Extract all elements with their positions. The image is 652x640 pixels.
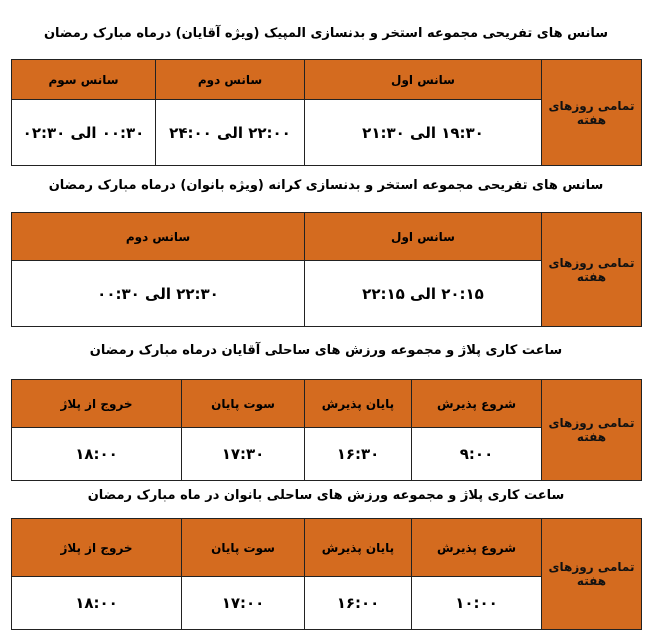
days-label-cell: تمامی روزهای هفته — [542, 380, 642, 481]
header-session-1: سانس اول — [305, 213, 542, 261]
section-title-beach-men: ساعت کاری پلاژ و مجموعه ورزش های ساحلی آقایان درماه مبارک رمضان — [89, 343, 563, 358]
schedule-table-olympic — [11, 59, 642, 166]
schedule-table-beach-men — [11, 379, 642, 481]
section-title-beach-women: ساعت کاری پلاژ و مجموعه ورزش های ساحلی بانوان در ماه مبارک رمضان — [87, 488, 565, 503]
schedule-table-beach-women — [11, 518, 642, 630]
days-label-cell: تمامی روزهای هفته — [542, 519, 642, 630]
value-final-whistle: ۱۷:۳۰ — [182, 428, 305, 481]
header-session-2: سانس دوم — [12, 213, 305, 261]
header-final-whistle: سوت پایان — [182, 519, 305, 577]
value-beach-exit: ۱۸:۰۰ — [12, 577, 182, 630]
header-reception-end: پایان پذیرش — [305, 380, 412, 428]
value-session-3: ۰۰:۳۰ الی ۰۲:۳۰ — [12, 100, 156, 166]
value-session-2: ۲۲:۳۰ الی ۰۰:۳۰ — [12, 261, 305, 327]
header-beach-exit: خروج از پلاژ — [12, 380, 182, 428]
header-session-3: سانس سوم — [12, 60, 156, 100]
header-final-whistle: سوت پایان — [182, 380, 305, 428]
value-reception-start: ۹:۰۰ — [412, 428, 542, 481]
section-title-karaneh: سانس های تفریحی مجموعه استخر و بدنسازی کرانه (ویژه بانوان) درماه مبارک رمضان — [48, 178, 604, 193]
section-title-olympic: سانس های تفریحی مجموعه استخر و بدنسازی المپیک (ویژه آقایان) درماه مبارک رمضان — [43, 26, 609, 41]
schedule-table-karaneh — [11, 212, 642, 327]
value-beach-exit: ۱۸:۰۰ — [12, 428, 182, 481]
value-session-2: ۲۲:۰۰ الی ۲۴:۰۰ — [156, 100, 305, 166]
value-final-whistle: ۱۷:۰۰ — [182, 577, 305, 630]
header-beach-exit: خروج از پلاژ — [12, 519, 182, 577]
value-session-1: ۲۰:۱۵ الی ۲۲:۱۵ — [305, 261, 542, 327]
header-reception-start: شروع پذیرش — [412, 519, 542, 577]
header-session-1: سانس اول — [305, 60, 542, 100]
header-session-2: سانس دوم — [156, 60, 305, 100]
value-session-1: ۱۹:۳۰ الی ۲۱:۳۰ — [305, 100, 542, 166]
days-label-cell: تمامی روزهای هفته — [542, 60, 642, 166]
header-reception-start: شروع پذیرش — [412, 380, 542, 428]
value-reception-end: ۱۶:۰۰ — [305, 577, 412, 630]
days-label-cell: تمامی روزهای هفته — [542, 213, 642, 327]
value-reception-start: ۱۰:۰۰ — [412, 577, 542, 630]
header-reception-end: پایان پذیرش — [305, 519, 412, 577]
value-reception-end: ۱۶:۳۰ — [305, 428, 412, 481]
